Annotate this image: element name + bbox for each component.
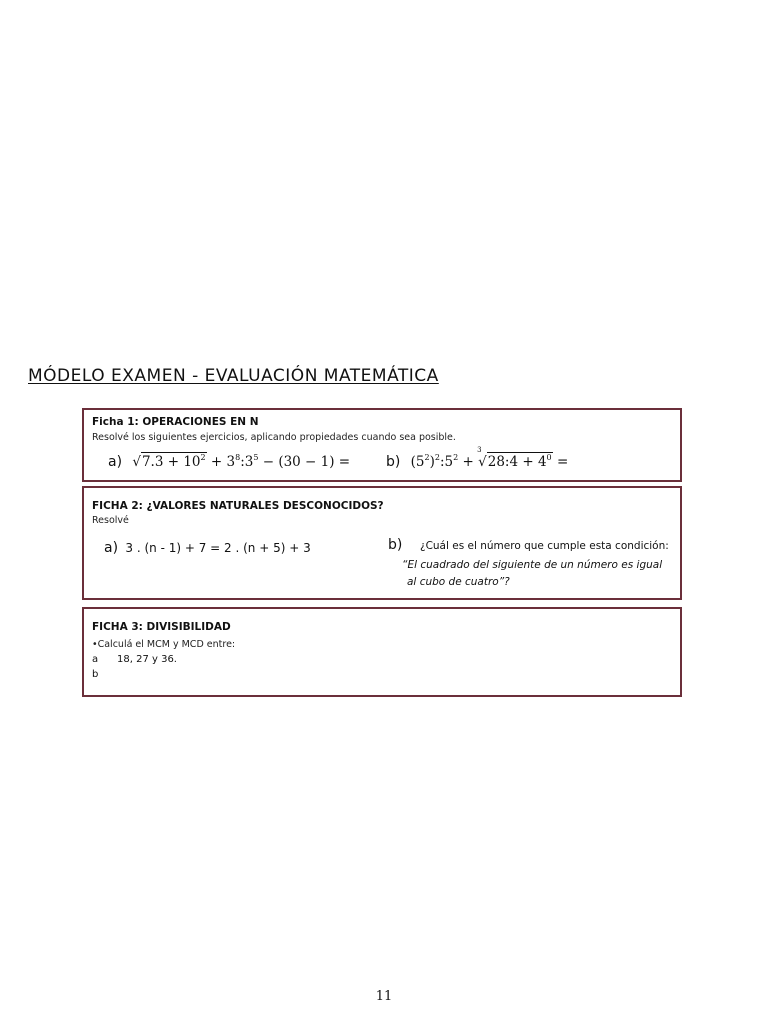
cube-root-1b: 3 √28:4 + $4^0$ [477,446,552,470]
ficha-1-box [82,408,682,482]
root-content-1b: 28:4 + 4 [487,454,547,470]
ficha-1-header: Ficha 1: OPERACIONES EN N [92,416,259,428]
exercise-1a: a) $√7.3 + 10^2$ + $3^8:3^5 - (30 - 1)$ = [108,453,351,470]
ficha-3-box [82,607,682,697]
exercise-2b-quote-line-1: “El cuadrado del siguiente de un número es igual [402,559,663,571]
exercise-2a-label: a) [104,540,119,556]
ficha-3-instruction: •Calculá el MCM y MCD entre: [92,639,236,650]
exercise-3b-label: b [92,669,99,680]
exercise-3a-label: a [92,654,99,665]
exercise-1b-plus: + [462,454,474,470]
exercise-1a-label: a) [108,454,123,470]
exercise-1b-label: b) [386,454,401,470]
ficha-2-box [82,486,682,600]
exercise-2b-question: ¿Cuál es el número que cumple esta condición: [420,540,669,552]
square-root-1a: $√7.3 + 10^2$ [132,453,206,470]
exercise-1a-term-2: :3 [240,454,254,470]
exercise-2b-label: b) [388,537,403,553]
ficha-2-instruction: Resolvé [92,515,129,526]
exercise-3a-values: 18, 27 y 36. [117,654,177,665]
exercise-1a-term-1: + 3 [210,454,236,470]
root-content-1a: 7.3 + 10 [141,454,201,470]
exercise-1a-term-3: − (30 − 1) = [262,454,351,470]
exercise-1b-equals: = [556,454,569,470]
ficha-3-header: FICHA 3: DIVISIBILIDAD [92,621,231,633]
exercise-2a-equation: 3 . (n - 1) + 7 = 2 . (n + 5) + 3 [125,541,311,555]
page-title: MÓDELO EXAMEN - EVALUACIÓN MATEMÁTICA [28,366,439,386]
root-index-1b: 3 [477,446,482,454]
ficha-2-header: FICHA 2: ¿VALORES NATURALES DESCONOCIDOS? [92,500,384,512]
exercise-2a [104,540,311,556]
exercise-1b: b) $(5^2)^2:5^2$ + 3 √28:4 + $4^0$ = [386,446,569,470]
exercise-1b-term-3: :5 [439,454,454,470]
exercise-2b-quote-line-2: al cubo de cuatro”? [407,576,510,588]
exercise-1b-term-2: ) [429,454,435,470]
ficha-1-instruction: Resolvé los siguientes ejercicios, aplicando propiedades cuando sea posible. [92,432,456,443]
page-number: 11 [375,989,393,1004]
exercise-1b-term-1: (5 [410,454,425,470]
